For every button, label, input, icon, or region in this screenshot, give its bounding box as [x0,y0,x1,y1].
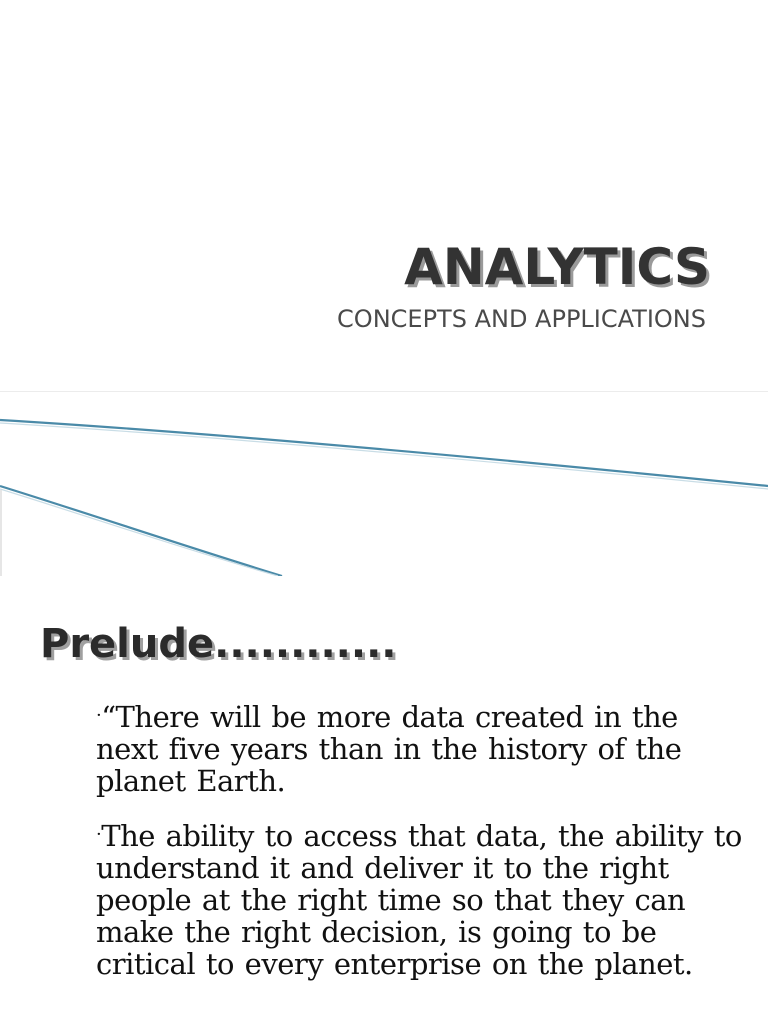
bullet-item [96,819,746,980]
swoosh-line-lower-shadow [0,489,278,576]
slide-left-edge [0,490,2,576]
slide-title: ANALYTICS [404,238,710,296]
bullet-item [96,700,746,797]
bullet-text: “There will be more data created in the next five years than in the history of the planet Earth. [96,700,682,798]
bullet-marker: · [96,705,102,726]
slide-heading: Prelude............ [40,621,397,667]
prelude-slide [0,576,768,1024]
decorative-swoosh-lines [0,392,768,576]
swoosh-line-upper-shadow [0,423,768,489]
swoosh-line-lower [0,486,282,576]
bullet-marker: · [96,824,102,845]
bullet-list [96,700,746,1002]
bullet-text: The ability to access that data, the ability to understand it and deliver it to the right people at the right time so that they can make the right decision, is going to be critical to every enterprise on the planet. [96,819,742,981]
slide-subtitle: CONCEPTS AND APPLICATIONS [337,305,706,333]
